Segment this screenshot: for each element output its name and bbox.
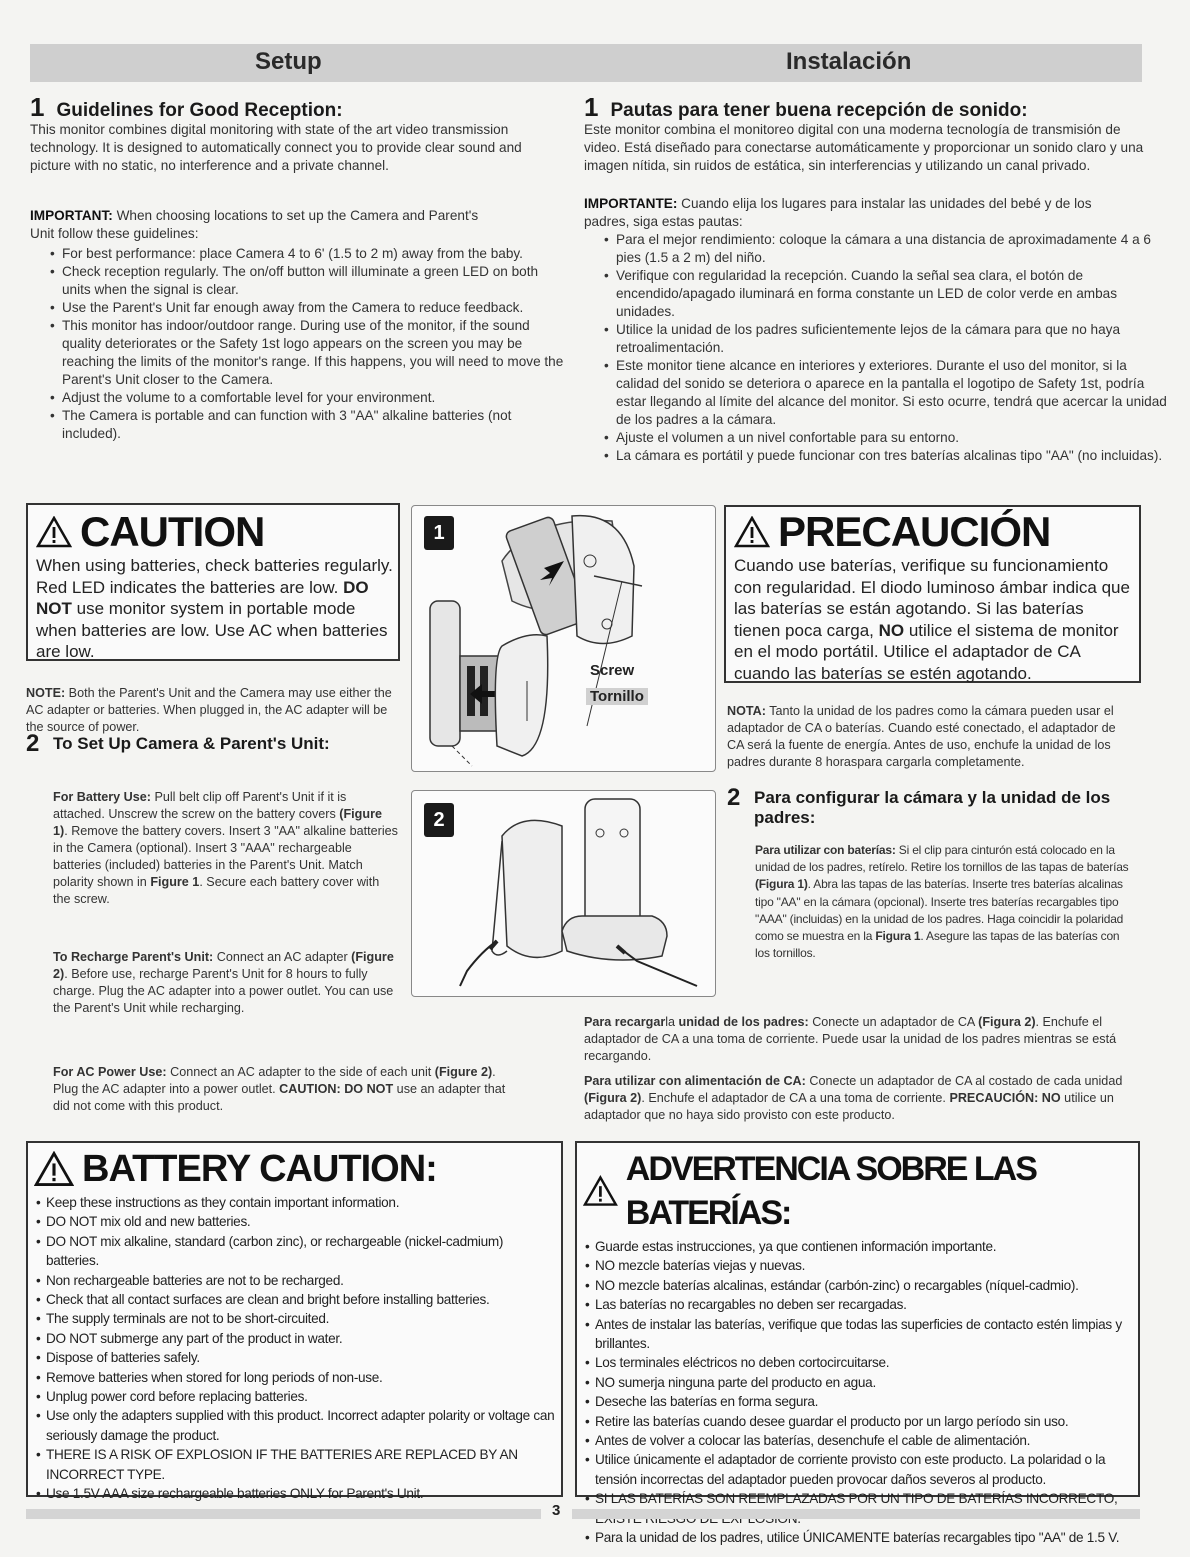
- en-ac-power: For AC Power Use: Connect an AC adapter to the side of each unit (Figure 2). Plug the AC adapter into a power outlet. CAUTION: DO NOT use an adapter that did not come with this product.: [53, 1064, 506, 1113]
- list-item: • Remove batteries when stored for long periods of non-use.: [46, 1368, 555, 1387]
- es-section1-heading: [584, 92, 1028, 123]
- page-number: 3: [552, 1502, 561, 1519]
- list-item: • Para el mejor rendimiento: coloque la cámara a una distancia de aproximadamente 4 a 6 pies (1.5 a 2 m) del niño.: [616, 231, 1171, 267]
- list-item: • Utilice la unidad de los padres suficientemente lejos de la cámara para que no haya retroalimentación.: [616, 321, 1171, 357]
- list-item: • Keep these instructions as they contain important information.: [46, 1193, 555, 1212]
- list-item: • Ajuste el volumen a un nivel confortable para su entorno.: [616, 429, 1171, 447]
- en-note: NOTE: Both the Parent's Unit and the Camera may use either the AC adapter or batteries. When plugged in, the AC adapter will be the source of power.: [26, 685, 392, 734]
- list-item: • NO mezcle baterías alcalinas, estándar (carbón-zinc) o recargables (níquel-cadmio).: [595, 1276, 1132, 1295]
- es-section2-title: Para configurar la cámara y la unidad de los padres:: [754, 788, 1111, 827]
- list-item: • Unplug power cord before replacing batteries.: [46, 1387, 555, 1406]
- list-item: • DO NOT mix old and new batteries.: [46, 1212, 555, 1231]
- figure-1-illustration: [412, 506, 715, 771]
- list-item: • THERE IS A RISK OF EXPLOSION IF THE BATTERIES ARE REPLACED BY AN INCORRECT TYPE.: [46, 1445, 555, 1484]
- es-battery-caution-title: ADVERTENCIA SOBRE LAS BATERÍAS:: [583, 1147, 1132, 1235]
- es-note-label: NOTA:: [727, 703, 766, 718]
- en-section2-number: 2: [26, 730, 40, 757]
- list-item: • Las baterías no recargables no deben ser recargadas.: [595, 1295, 1132, 1314]
- list-item: • SI LAS BATERÍAS SON REEMPLAZADAS POR UN TIPO DE BATERÍAS INCORRECTO,: [595, 1489, 1132, 1528]
- en-important-label: IMPORTANT:: [30, 208, 113, 223]
- list-item: • Check that all contact surfaces are clean and bright before installing batteries.: [46, 1290, 555, 1309]
- en-section2-heading: [26, 730, 366, 757]
- figure-2-illustration: [412, 791, 715, 996]
- en-section1-title: Guidelines for Good Reception:: [56, 100, 343, 121]
- warning-icon: [36, 516, 72, 548]
- header-instalacion: Instalación: [786, 48, 912, 75]
- en-battery-use: For Battery Use: Pull belt clip off Parent's Unit if it is attached. Unscrew the screw on the battery covers (Figure 1). Remove the battery covers. Insert 3 "AA" alkaline batteries in the Camera (optional). Insert 3 "AAA" rechargeable batteries (included) batteries in the Parent's Unit. Match polarity shown in Figure 1. Secure each battery cover with the screw.: [53, 789, 398, 906]
- list-item: • Non rechargeable batteries are not to be recharged.: [46, 1271, 555, 1290]
- en-caution-title: CAUTION: [36, 509, 390, 555]
- header-bar: [30, 44, 1142, 82]
- list-item: • Adjust the volume to a comfortable level for your environment.: [62, 389, 567, 407]
- en-battery-caution-list: [34, 1193, 555, 1504]
- list-item: • Utilice únicamente el adaptador de corriente provisto con este producto. La polaridad o la tensión incorrectas del adaptador pueden provocar daños severos al producto.: [595, 1450, 1132, 1489]
- en-note-label: NOTE:: [26, 685, 66, 700]
- figure-1-label: 1: [424, 516, 454, 550]
- en-recharge: To Recharge Parent's Unit: Connect an AC adapter (Figure 2). Before use, recharge Parent's Unit for 8 hours to fully charge. Plug the AC adapter into a power outlet. You can use the Parent's Unit while recharging.: [53, 949, 394, 1015]
- list-item: • The supply terminals are not to be short-circuited.: [46, 1309, 555, 1328]
- es-section1-title: Pautas para tener buena recepción de sonido:: [610, 100, 1028, 121]
- list-item: • Este monitor tiene alcance en interiores y exteriores. Durante el uso del monitor, si la calidad del sonido se deteriora o aparece en la pantalla el logotipo de Safety 1st, podría estar llegando al límite del alcance del monitor. Si esto ocurre, tendrá que acercar la unidad de los padres a la cámara.: [616, 357, 1171, 429]
- es-guideline-list: [584, 231, 1171, 465]
- list-item: • Guarde estas instrucciones, ya que contienen información importante.: [595, 1237, 1132, 1256]
- es-caution-no: NO: [878, 620, 905, 640]
- list-item: • Check reception regularly. The on/off button will illuminate a green LED on both units when the signal is clear.: [62, 263, 567, 299]
- list-item: • The Camera is portable and can function with 3 "AA" alkaline batteries (not included).: [62, 407, 567, 443]
- es-important-label: IMPORTANTE:: [584, 196, 678, 211]
- es-important-text: Cuando elija los lugares para instalar las unidades del bebé y de los padres, siga estas pautas:: [584, 196, 1092, 229]
- es-section2-heading: [727, 784, 1137, 828]
- list-item: • La cámara es portátil y puede funcionar con tres baterías alcalinas tipo "AA" (no incluidas).: [616, 447, 1171, 465]
- es-note: NOTA: Tanto la unidad de los padres como la cámara pueden usar el adaptador de CA o baterías. Cuando esté conectado, el adaptador de CA será la fuente de energía. Antes de uso, enchufe la unidad de los padres durante 8 horaspara cargarla completamente.: [727, 703, 1116, 769]
- en-battery-caution-box: [26, 1141, 563, 1502]
- list-item: • Antes de volver a colocar las baterías, desenchufe el cable de alimentación.: [595, 1431, 1132, 1450]
- warning-icon: [34, 1151, 74, 1187]
- es-section1-number: 1: [584, 92, 599, 122]
- en-section2-title: To Set Up Camera & Parent's Unit:: [53, 734, 330, 753]
- es-ac-power: Para utilizar con alimentación de CA: Conecte un adaptador de CA al costado de cada unidad (Figura 2). Enchufe el adaptador de CA a una toma de corriente. PRECAUCIÓN: NO utilice un adaptador que no haya sido provisto con este producto.: [584, 1073, 1123, 1122]
- list-item: • Use the Parent's Unit far enough away from the Camera to reduce feedback.: [62, 299, 567, 317]
- list-item: • Dispose of batteries safely.: [46, 1348, 555, 1367]
- en-important: [30, 207, 495, 243]
- en-section1-heading: [30, 92, 343, 123]
- screw-label-es: Tornillo: [586, 688, 648, 705]
- list-item: • DO NOT submerge any part of the product in water.: [46, 1329, 555, 1348]
- en-battery-caution-title: BATTERY CAUTION:: [34, 1147, 555, 1191]
- header-setup: Setup: [255, 48, 322, 75]
- figure-1: [411, 505, 716, 772]
- en-caution-box: [26, 503, 400, 661]
- list-item: • DO NOT mix alkaline, standard (carbon zinc), or rechargeable (nickel-cadmium) batteries.: [46, 1232, 555, 1271]
- figure-2-label: 2: [424, 803, 454, 837]
- figure-2: [411, 790, 716, 997]
- screw-label-en: Screw: [590, 662, 635, 679]
- list-item: • Use only the adapters supplied with this product. Incorrect adapter polarity or voltage can seriously damage the product.: [46, 1406, 555, 1445]
- en-caution-text: When using batteries, check batteries regularly. Red LED indicates the batteries are low. DO NOT use monitor system in portable mode when batteries are low. Use AC when batteries are low.: [36, 556, 393, 661]
- es-caution-title: PRECAUCIÓN: [734, 509, 1131, 555]
- list-item: • Los terminales eléctricos no deben cortocircuitarse.: [595, 1353, 1132, 1372]
- es-battery-caution-list: [583, 1237, 1132, 1548]
- es-recharge: Para recargarla unidad de los padres: Conecte un adaptador de CA (Figura 2). Enchufe el adaptador de CA a una toma de corriente. Puede usar la unidad de los padres mientras se está recargando.: [584, 1014, 1117, 1063]
- list-item: • Verifique con regularidad la recepción. Cuando la señal sea clara, el botón de encendido/apagado iluminará en forma constante un LED de color verde en ambas unidades.: [616, 267, 1171, 321]
- list-item: • Use 1.5V AAA size rechargeable batteries ONLY for Parent's Unit.: [46, 1484, 555, 1503]
- en-important-text: When choosing locations to set up the Camera and Parent's Unit follow these guidelines:: [30, 208, 479, 241]
- en-section1-number: 1: [30, 92, 45, 122]
- list-item: • This monitor has indoor/outdoor range. During use of the monitor, if the sound quality deteriorates or the Safety 1st logo appears on the screen you may be reaching the limits of the monitor's range. If this happens, you will need to move the Parent's Unit closer to the Camera.: [62, 317, 567, 389]
- list-item: • Retire las baterías cuando desee guardar el producto por un largo período sin uso.: [595, 1412, 1132, 1431]
- list-item: • Deseche las baterías en forma segura.: [595, 1392, 1132, 1411]
- es-important: [584, 195, 1114, 231]
- en-caution-donot: DO NOT: [36, 577, 369, 618]
- es-section1-paragraph: Este monitor combina el monitoreo digital con una moderna tecnología de transmisión de video. Está diseñado para conectarse automáticamente y proporcionar un sonido claro y una imagen nítida, sin ruidos de estática, sin interferencias y utilizando un canal privado.: [584, 122, 1144, 173]
- en-guideline-list: [30, 245, 567, 443]
- es-battery-use: Para utilizar con baterías: Si el clip para cinturón está colocado en la unidad de los padres, retírelo. Retire los tornillos de las tapas de baterías (Figura 1). Abra las tapas de las baterías. Inserte tres baterías alcalinas tipo "AA" en la cámara (opcional). Inserte tres baterías recargables tipo "AAA" (incluidas) en la unidad de los padres. Haga coincidir la polaridad como se muestra en la Figura 1. Asegure las tapas de las baterías con los tornillos.: [755, 843, 1129, 961]
- warning-icon: [734, 516, 770, 548]
- footer-bar-left: [26, 1509, 541, 1519]
- list-item: • Antes de instalar las baterías, verifique que todas las superficies de contacto estén limpias y brillantes.: [595, 1315, 1132, 1354]
- list-item: • NO sumerja ninguna parte del producto en agua.: [595, 1373, 1132, 1392]
- list-item: • NO mezcle baterías viejas y nuevas.: [595, 1256, 1132, 1275]
- es-caution-text: Cuando use baterías, verifique su funcionamiento con regularidad. El diodo luminoso ámbar indica que las baterías se están agotando. Si las baterías tienen poca carga, NO utilice el sistema de monitor en el modo portátil. Utilice el adaptador de CA cuando las baterías se estén agotando.: [734, 556, 1130, 683]
- es-battery-caution-box: [575, 1141, 1140, 1546]
- warning-icon: [583, 1173, 618, 1209]
- footer-bar-right: [572, 1509, 1140, 1519]
- en-section1-paragraph: This monitor combines digital monitoring with state of the art video transmission technology. It is designed to automatically connect you to provide clear sound and picture with no static, no interference and a private channel.: [30, 122, 522, 173]
- list-item: • Para la unidad de los padres, utilice ÚNICAMENTE baterías recargables tipo "AA" de 1.5 V.: [595, 1528, 1132, 1547]
- es-caution-box: [724, 505, 1141, 683]
- list-item: • For best performance: place Camera 4 to 6' (1.5 to 2 m) away from the baby.: [62, 245, 567, 263]
- es-section2-number: 2: [727, 784, 741, 811]
